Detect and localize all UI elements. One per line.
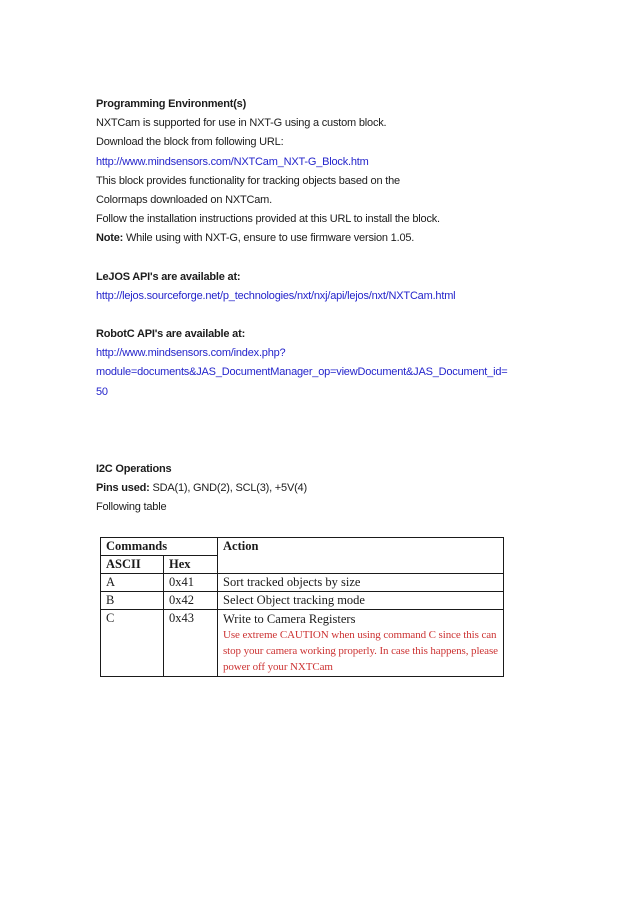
body-line: Follow the installation instructions provided at this URL to install the block.: [96, 213, 440, 226]
note-line: [96, 229, 566, 248]
body-line: NXTCam is supported for use in NXT-G using a custom block.: [96, 117, 387, 130]
robotc-api-link-line2[interactable]: module=documents&JAS_DocumentManager_op=viewDocument&JAS_Document_id=: [96, 366, 508, 379]
pins-used-label: Pins used:: [96, 482, 150, 495]
action-cell: Select Object tracking mode: [218, 592, 504, 610]
table-row: [101, 592, 504, 610]
pins-used-line: [96, 479, 566, 498]
robotc-api-heading: RobotC API's are available at:: [96, 328, 246, 340]
note-text: While using with NXT-G, ensure to use firmware version 1.05.: [123, 232, 415, 245]
caution-text: Use extreme CAUTION when using command C since this can stop your camera working properly. In case this happens, please power off your NXTCam: [223, 629, 498, 673]
hex-header-cell: Hex: [164, 556, 218, 574]
table-row: [101, 610, 504, 677]
body-line: Colormaps downloaded on NXTCam.: [96, 194, 272, 207]
action-cell: [218, 610, 504, 677]
pins-used-text: SDA(1), GND(2), SCL(3), +5V(4): [149, 482, 307, 495]
table-row: [101, 574, 504, 592]
lejos-api-link[interactable]: http://lejos.sourceforge.net/p_technologies/nxt/nxj/api/lejos/nxt/NXTCam.html: [96, 290, 456, 303]
ascii-cell: B: [101, 592, 164, 610]
body-line: This block provides functionality for tracking objects based on the: [96, 174, 400, 187]
action-cell: Sort tracked objects by size: [218, 574, 504, 592]
action-header-cell: Action: [218, 538, 504, 574]
commands-header-cell: Commands: [101, 538, 218, 556]
hex-cell: 0x43: [164, 610, 218, 677]
section-robotc-api: [96, 325, 566, 402]
action-text: Write to Camera Registers: [223, 612, 356, 626]
robotc-api-link-line1[interactable]: http://www.mindsensors.com/index.php?: [96, 347, 286, 360]
robotc-api-link-line3[interactable]: 50: [96, 385, 108, 398]
body-line: Download the block from following URL:: [96, 136, 284, 149]
section-i2c-operations: [96, 460, 566, 518]
hex-cell: 0x41: [164, 574, 218, 592]
i2c-operations-heading: I2C Operations: [96, 463, 172, 475]
section-lejos-api: [96, 268, 566, 306]
ascii-cell: A: [101, 574, 164, 592]
section-programming-environment: [96, 95, 566, 249]
ascii-cell: C: [101, 610, 164, 677]
following-table-line: Following table: [96, 501, 167, 514]
ascii-header-cell: ASCII: [101, 556, 164, 574]
hex-cell: 0x42: [164, 592, 218, 610]
nxtg-block-link[interactable]: http://www.mindsensors.com/NXTCam_NXT-G_Block.htm: [96, 155, 369, 168]
commands-table-container: [100, 537, 504, 677]
programming-environment-heading: Programming Environment(s): [96, 98, 247, 110]
note-label: Note:: [96, 232, 124, 245]
commands-table: [100, 537, 504, 677]
lejos-api-heading: LeJOS API's are available at:: [96, 271, 241, 283]
table-header-row-commands: [101, 538, 504, 556]
